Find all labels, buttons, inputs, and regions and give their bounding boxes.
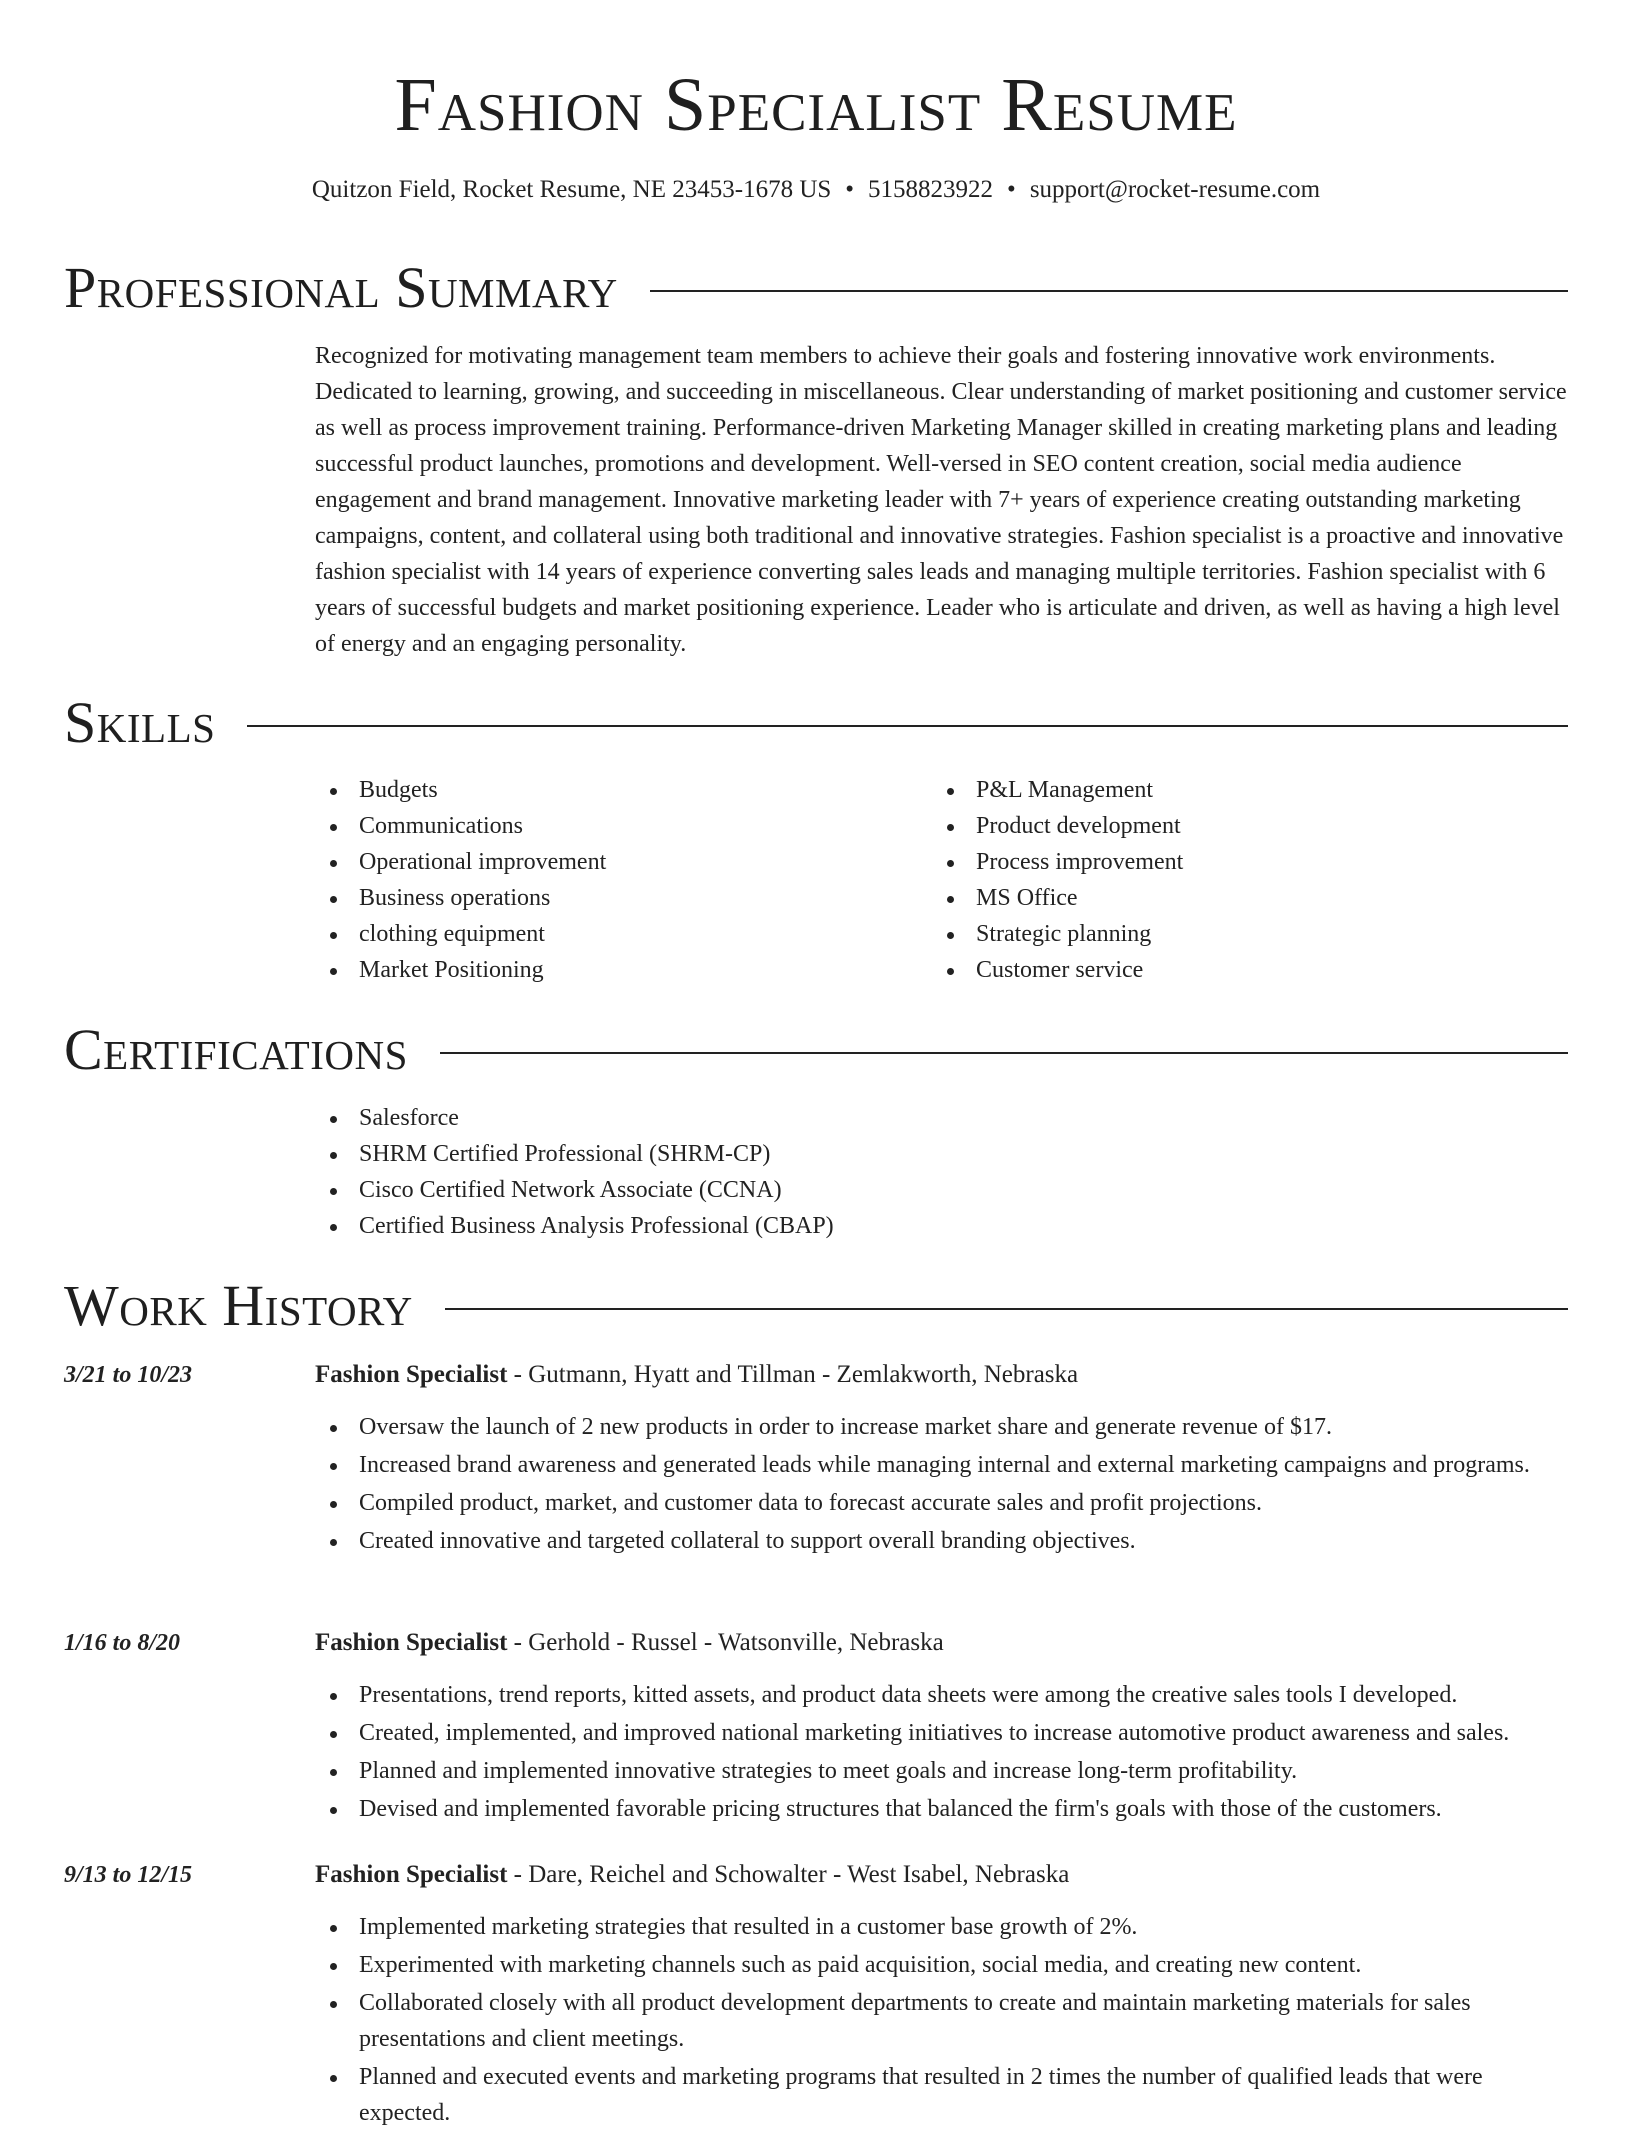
duty-item: Devised and implemented favorable pricing structures that balanced the firm's goals with those of the customers.	[315, 1791, 1568, 1827]
duty-item: Planned and executed events and marketing programs that resulted in 2 times the number of qualified leads that were expected.	[315, 2059, 1568, 2131]
section-header-skills	[64, 688, 1568, 758]
section-divider	[440, 1052, 1568, 1054]
skill-item: P&L Management	[932, 772, 1532, 808]
duty-item: Experimented with marketing channels such as paid acquisition, social media, and creating new content.	[315, 1947, 1568, 1983]
skill-item: Market Positioning	[315, 952, 915, 988]
duty-item: Presentations, trend reports, kitted assets, and product data sheets were among the creative sales tools I developed.	[315, 1677, 1568, 1713]
job-dates: 9/13 to 12/15	[64, 1862, 193, 1888]
section-title-certifications: Certifications	[64, 1017, 408, 1082]
skill-item: MS Office	[932, 880, 1532, 916]
job-dates: 1/16 to 8/20	[64, 1630, 181, 1656]
duty-item: Created innovative and targeted collateral to support overall branding objectives.	[315, 1523, 1568, 1559]
skill-item: Operational improvement	[315, 844, 915, 880]
skill-item: Customer service	[932, 952, 1532, 988]
duty-item: Implemented marketing strategies that resulted in a customer base growth of 2%.	[315, 1909, 1568, 1945]
job-employer-location: - Gutmann, Hyatt and Tillman - Zemlakworth, Nebraska	[507, 1361, 1079, 1388]
job-duties	[315, 1909, 1568, 2133]
job-heading	[315, 1625, 1568, 1661]
skill-item: Communications	[315, 808, 915, 844]
section-header-work-history	[64, 1271, 1568, 1341]
section-title-work-history: Work History	[64, 1273, 413, 1338]
skills-list-right	[932, 772, 1532, 988]
contact-separator: •	[1007, 176, 1016, 203]
certifications-block	[315, 1100, 1568, 1244]
section-divider	[247, 725, 1568, 727]
duty-item: Created, implemented, and improved national marketing initiatives to increase automotive product awareness and sales.	[315, 1715, 1568, 1751]
contact-phone: 5158823922	[868, 176, 994, 203]
section-divider	[445, 1308, 1568, 1310]
duty-item: Compiled product, market, and customer data to forecast accurate sales and profit projections.	[315, 1485, 1568, 1521]
duty-item: Planned and implemented innovative strategies to meet goals and increase long-term profitability.	[315, 1753, 1568, 1789]
skills-column-left	[315, 772, 915, 988]
skill-item: Strategic planning	[932, 916, 1532, 952]
section-header-summary	[64, 253, 1568, 323]
skill-item: Product development	[932, 808, 1532, 844]
contact-separator: •	[845, 176, 855, 203]
contact-address: Quitzon Field, Rocket Resume, NE 23453-1678 US	[311, 176, 832, 203]
job-role: Fashion Specialist	[315, 1361, 508, 1388]
contact-email: support@rocket-resume.com	[1029, 176, 1321, 203]
certifications-list	[315, 1100, 1568, 1244]
skill-item: clothing equipment	[315, 916, 915, 952]
duty-item: Increased brand awareness and generated leads while managing internal and external marketing campaigns and programs.	[315, 1447, 1568, 1483]
job-heading	[315, 1857, 1568, 1893]
job-employer-location: - Gerhold - Russel - Watsonville, Nebraska	[507, 1629, 944, 1656]
section-divider	[650, 290, 1568, 292]
job-role: Fashion Specialist	[315, 1861, 508, 1888]
job-heading	[315, 1357, 1568, 1393]
duty-item: Oversaw the launch of 2 new products in order to increase market share and generate revenue of $17.	[315, 1409, 1568, 1445]
certification-item: Salesforce	[315, 1100, 1568, 1136]
skills-column-right	[932, 772, 1532, 988]
job-employer-location: - Dare, Reichel and Schowalter - West Isabel, Nebraska	[507, 1861, 1070, 1888]
skill-item: Process improvement	[932, 844, 1532, 880]
resume-title: Fashion Specialist Resume	[394, 63, 1238, 147]
section-title-skills: Skills	[64, 690, 216, 755]
summary-text: Recognized for motivating management team members to achieve their goals and fostering innovative work environments. Dedicated to learning, growing, and succeeding in miscellaneous. Clear understanding of market positioning and customer service as well as process improvement training. Performance-driven Marketing Manager skilled in creating marketing plans and leading successful product launches, promotions and development. Well-versed in SEO content creation, social media audience engagement and brand management. Innovative marketing leader with 7+ years of experience creating outstanding marketing campaigns, content, and collateral using both traditional and innovative strategies. Fashion specialist is a proactive and innovative fashion specialist with 14 years of experience converting sales leads and managing multiple territories. Fashion specialist with 6 years of successful budgets and market positioning experience. Leader who is articulate and driven, as well as having a high level of energy and an engaging personality.	[315, 343, 1567, 657]
skills-list-left	[315, 772, 915, 988]
job-dates: 3/21 to 10/23	[64, 1362, 193, 1388]
skill-item: Business operations	[315, 880, 915, 916]
skill-item: Budgets	[315, 772, 915, 808]
job-duties	[315, 1677, 1568, 1829]
certification-item: Certified Business Analysis Professional (CBAP)	[315, 1208, 1568, 1244]
duty-item: Collaborated closely with all product development departments to create and maintain marketing materials for sales presentations and client meetings.	[315, 1985, 1568, 2057]
section-title-summary: Professional Summary	[64, 255, 618, 320]
section-header-certifications	[64, 1015, 1568, 1085]
job-role: Fashion Specialist	[315, 1629, 508, 1656]
contact-line	[0, 172, 1632, 208]
job-duties	[315, 1409, 1568, 1561]
certification-item: Cisco Certified Network Associate (CCNA)	[315, 1172, 1568, 1208]
certification-item: SHRM Certified Professional (SHRM-CP)	[315, 1136, 1568, 1172]
